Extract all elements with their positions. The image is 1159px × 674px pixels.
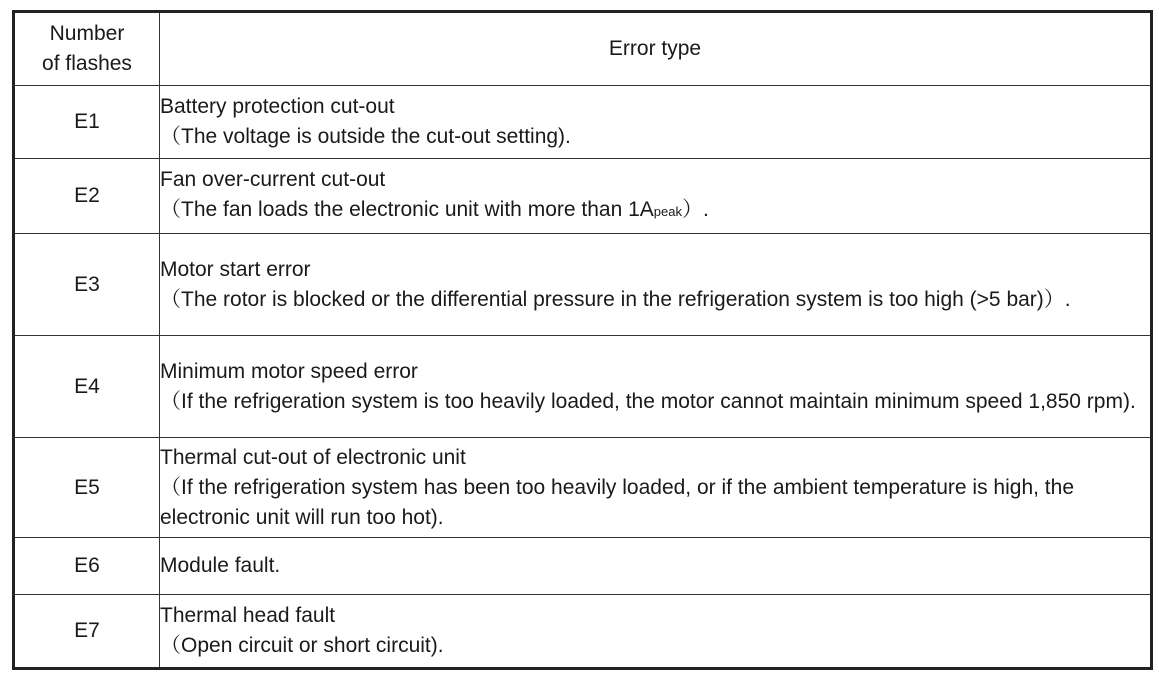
table-row <box>14 595 1152 669</box>
error-code: E7 <box>14 595 160 669</box>
error-code-table <box>12 10 1153 670</box>
table-row <box>14 538 1152 595</box>
error-detail: （The rotor is blocked or the differential pressure in the refrigeration system is too high (>5 bar)）. <box>160 287 1071 311</box>
table-row <box>14 234 1152 336</box>
table-row <box>14 336 1152 438</box>
table-header-row <box>14 12 1152 86</box>
header-error-type: Error type <box>160 12 1152 86</box>
error-description <box>160 234 1152 336</box>
error-detail-main: （The fan loads the electronic unit with more than 1A <box>160 198 654 221</box>
error-code: E4 <box>14 336 160 438</box>
header-number-line2: of flashes <box>42 52 132 75</box>
error-description <box>160 438 1152 538</box>
error-title: Minimum motor speed error <box>160 359 418 383</box>
error-description <box>160 86 1152 159</box>
error-code: E5 <box>14 438 160 538</box>
error-detail-end: ）. <box>681 198 709 221</box>
error-detail: （If the refrigeration system has been too heavily loaded, or if the ambient temperature is high, the electronic unit will run too hot). <box>160 475 1075 529</box>
header-number-line1: Number <box>49 22 125 45</box>
error-code: E3 <box>14 234 160 336</box>
error-description <box>160 538 1152 595</box>
header-number-of-flashes <box>14 12 160 86</box>
error-title: Battery protection cut-out <box>160 95 395 118</box>
error-code: E1 <box>14 86 160 159</box>
table-row <box>14 159 1152 234</box>
error-description <box>160 595 1152 669</box>
error-detail: （Open circuit or short circuit). <box>160 634 444 657</box>
error-title: Fan over-current cut-out <box>160 168 386 191</box>
error-description <box>160 159 1152 234</box>
error-code: E6 <box>14 538 160 595</box>
error-description <box>160 336 1152 438</box>
error-title: Module fault. <box>160 554 281 577</box>
error-title: Motor start error <box>160 257 311 281</box>
error-detail <box>160 195 1150 227</box>
error-title: Thermal cut-out of electronic unit <box>160 445 466 469</box>
error-detail: （If the refrigeration system is too heavily loaded, the motor cannot maintain minimum speed 1,850 rpm). <box>160 389 1136 413</box>
table-row <box>14 438 1152 538</box>
table-row <box>14 86 1152 159</box>
error-title: Thermal head fault <box>160 604 336 627</box>
error-code: E2 <box>14 159 160 234</box>
error-detail: （The voltage is outside the cut-out setting). <box>160 125 571 148</box>
peak-subscript: peak <box>653 204 682 219</box>
